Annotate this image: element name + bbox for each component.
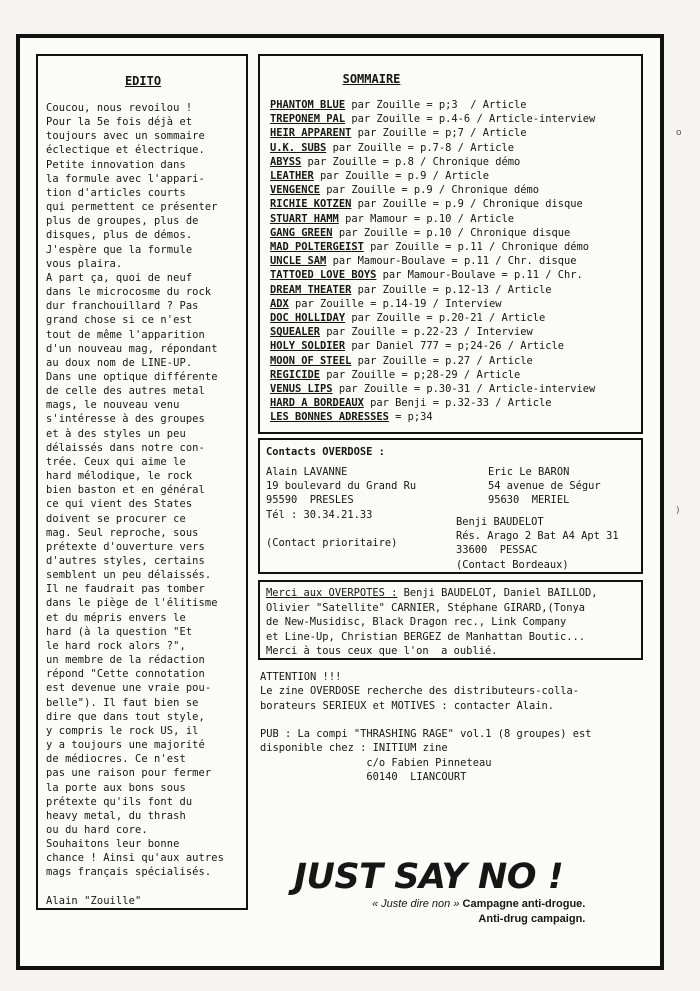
sommaire-entry-detail: par Zouille = p;3 / Article: [345, 99, 527, 111]
sommaire-entry-title: SQUEALER: [270, 326, 321, 339]
sommaire-entry: [270, 311, 633, 325]
sommaire-entry-detail: par Benji = p.32-33 / Article: [363, 397, 552, 410]
sommaire-entry-title: RICHIE KOTZEN: [270, 198, 352, 211]
sommaire-entry: [270, 112, 633, 126]
sommaire-entry-detail: par Zouille = p.9 / Article: [313, 170, 489, 183]
sommaire-entry-title: HOLY SOLDIER: [270, 340, 346, 353]
sommaire-entry: [270, 126, 633, 140]
margin-mark-mid: ): [676, 506, 680, 516]
sommaire-entry-detail: par Mamour = p.10 / Article: [338, 212, 514, 225]
sommaire-entry-detail: par Zouille = p.7-8 / Article: [326, 141, 514, 154]
sommaire-entry-title: HARD A BORDEAUX: [270, 397, 364, 410]
sommaire-entry-detail: par Zouille = p.14-19 / Interview: [288, 297, 502, 310]
sommaire-entry-title: LES BONNES ADRESSES: [270, 411, 389, 424]
sommaire-entry: [270, 382, 633, 396]
merci-text: Benji BAUDELOT, Daniel BAILLOD, Olivier "Satellite" CARNIER, Stéphane GIRARD,(Tonya de New-Musidisc, Black Dragon rec., Link Company et Line-Up, Christian BERGEZ de Manhattan Boutic... Merci à tous ceux que l'on a oublié.: [266, 587, 598, 657]
campaign-line1: Campagne anti-drogue.: [459, 898, 586, 910]
sommaire-entry-title: REGICIDE: [270, 368, 321, 381]
sommaire-entry-detail: par Zouille = p;7 / Article: [351, 127, 527, 140]
sommaire-entry: [270, 268, 633, 282]
contact-alain: Alain LAVANNE 19 boulevard du Grand Ru 95590 PRESLES Tél : 30.34.21.33 (Contact prioritaire): [266, 466, 417, 550]
campaign-caption: [372, 897, 585, 927]
campaign-quote: « Juste dire non »: [372, 898, 460, 910]
sommaire-entry-title: GANG GREEN: [270, 226, 333, 239]
merci-label: Merci aux OVERPOTES :: [266, 587, 398, 599]
sommaire-entry: [270, 254, 633, 268]
sommaire-entry-detail: par Zouille = p.27 / Article: [351, 354, 533, 367]
sommaire-entry-title: STUART HAMM: [270, 212, 339, 225]
sommaire-entry-detail: par Mamour-Boulave = p.11 / Chr. disque: [326, 255, 577, 268]
just-say-no-headline: JUST SAY NO !: [294, 857, 564, 897]
sommaire-entry-detail: par Zouille = p.9 / Chronique disque: [351, 198, 583, 211]
sommaire-entry-detail: par Daniel 777 = p;24-26 / Article: [345, 340, 565, 353]
sommaire-entry: [270, 396, 633, 410]
sommaire-entry: [270, 354, 633, 368]
sommaire-entry: [270, 141, 633, 155]
sommaire-entry: [270, 169, 633, 183]
sommaire-entry-title: PHANTOM BLUE: [270, 99, 346, 111]
contacts-box: [258, 438, 643, 574]
sommaire-entry-title: TREPONEM PAL: [270, 113, 346, 126]
attention-notice: ATTENTION !!! Le zine OVERDOSE recherche des distributeurs-colla- borateurs SERIEUX et MOTIVES : contacter Alain.: [260, 671, 580, 712]
sommaire-entry-title: DOC HOLLIDAY: [270, 312, 346, 325]
sommaire-entry: [270, 183, 633, 197]
sommaire-entry: [270, 197, 633, 211]
sommaire-entry-detail: par Zouille = p.4-6 / Article-interview: [345, 113, 596, 126]
sommaire-entry-title: TATTOED LOVE BOYS: [270, 269, 377, 282]
sommaire-entry: [270, 368, 633, 382]
sommaire-entry-detail: par Zouille = p.12-13 / Article: [351, 283, 552, 296]
sommaire-entry-detail: par Zouille = p.22-23 / Interview: [320, 326, 533, 339]
sommaire-entry: [270, 325, 633, 339]
sommaire-entry-title: U.K. SUBS: [270, 141, 327, 154]
sommaire-entry: [270, 98, 633, 112]
sommaire-entry-title: LEATHER: [270, 170, 314, 183]
sommaire-entry: [270, 297, 633, 311]
sommaire-entry-title: HEIR APPARENT: [270, 127, 352, 140]
sommaire-entry-title: MAD POLTERGEIST: [270, 241, 364, 254]
sommaire-entry-title: MOON OF STEEL: [270, 354, 352, 367]
sommaire-entry-title: VENUS LIPS: [270, 383, 333, 396]
sommaire-entry-detail: par Zouille = p.30-31 / Article-interview: [332, 383, 596, 396]
sommaire-entry-detail: par Mamour-Boulave = p.11 / Chr.: [376, 269, 583, 282]
pub-notice: PUB : La compi "THRASHING RAGE" vol.1 (8 groupes) est disponible chez : INITIUM zine c/o Fabien Pinneteau 60140 LIANCOURT: [260, 728, 592, 784]
edito-box: [36, 54, 248, 910]
sommaire-entry: [270, 212, 633, 226]
sommaire-entry-detail: par Zouille = p.11 / Chronique démo: [363, 241, 590, 254]
sommaire-entry-detail: par Zouille = p;28-29 / Article: [320, 368, 521, 381]
sommaire-entry-detail: par Zouille = p.20-21 / Article: [345, 312, 546, 325]
contacts-title: Contacts OVERDOSE :: [266, 446, 385, 458]
sommaire-entry-title: VENGENCE: [270, 184, 321, 197]
sommaire-entry: [270, 410, 633, 424]
sommaire-entry-title: ADX: [270, 297, 289, 310]
sommaire-entry-title: ABYSS: [270, 155, 302, 168]
sommaire-entry: [270, 155, 633, 169]
contact-benji: Benji BAUDELOT Rés. Arago 2 Bat A4 Apt 31 33600 PESSAC (Contact Bordeaux): [456, 516, 619, 571]
sommaire-entry-title: UNCLE SAM: [270, 255, 327, 268]
campaign-line2: Anti-drug campaign.: [478, 913, 586, 925]
edito-title: EDITO: [124, 74, 162, 88]
sommaire-entry-detail: = p;34: [388, 411, 433, 424]
sommaire-entry: [270, 240, 633, 254]
sommaire-entry-detail: par Zouille = p.8 / Chronique démo: [301, 155, 521, 168]
sommaire-entry: [270, 283, 633, 297]
sommaire-entry: [270, 226, 633, 240]
contact-eric: Eric Le BARON 54 avenue de Ségur 95630 MERIEL: [488, 466, 601, 507]
edito-signature: Alain "Zouille": [46, 894, 142, 907]
edito-body: Coucou, nous revoilou ! Pour la 5e fois déjà et toujours avec un sommaire éclectique et électrique. Petite innovation dans la formule avec l'appari- tion d'articles courts qui permettent ce présenter plus de groupes, plus de disques, plus de démos. J'espère que la formule vous plaira. A part ça, quoi de neuf dans le microcosme du rock dur franchouillard ? Pas grand chose si ce n'est tout de même l'apparition d'un nouveau mag, répondant au doux nom de LINE-UP. Dans une optique différente de celle des autres metal mags, le nouveau venu s'intéresse à des groupes et à des styles un peu délaissés dans notre con- trée. Ceux qui aime le hard mélodique, le rock bien baston et en général ce qui vient des States doivent se procurer ce mag. Seul reproche, sous prétexte d'ouverture vers d'autres styles, certains semblent un peu délaissés. Il ne faudrait pas tomber dans le piège de l'élitisme et du mépris envers le hard (à la question "Et le hard rock alors ?", un membre de la rédaction répond "Cette connotation est devenue une vraie pou- belle"). Il faut bien se dire que dans tout style, y compris le rock US, il y a toujours une majorité de médiocres. Ce n'est pas une raison pour fermer la porte aux bons sous prétexte qu'ils font du heavy metal, du thrash ou du hard core. Souhaitons leur bonne chance ! Ainsi qu'aux autres mags français spécialisés.: [46, 102, 224, 879]
sommaire-entry-detail: par Zouille = p.10 / Chronique disque: [332, 226, 571, 239]
sommaire-entry-title: DREAM THEATER: [270, 283, 352, 296]
sommaire-entry: [270, 339, 633, 353]
sommaire-box: [258, 54, 643, 434]
sommaire-entry-detail: par Zouille = p.9 / Chronique démo: [320, 184, 539, 197]
margin-mark-top: o: [676, 128, 682, 138]
merci-box: [258, 580, 643, 660]
sommaire-title: SOMMAIRE: [342, 72, 401, 86]
sommaire-list: [270, 98, 633, 425]
